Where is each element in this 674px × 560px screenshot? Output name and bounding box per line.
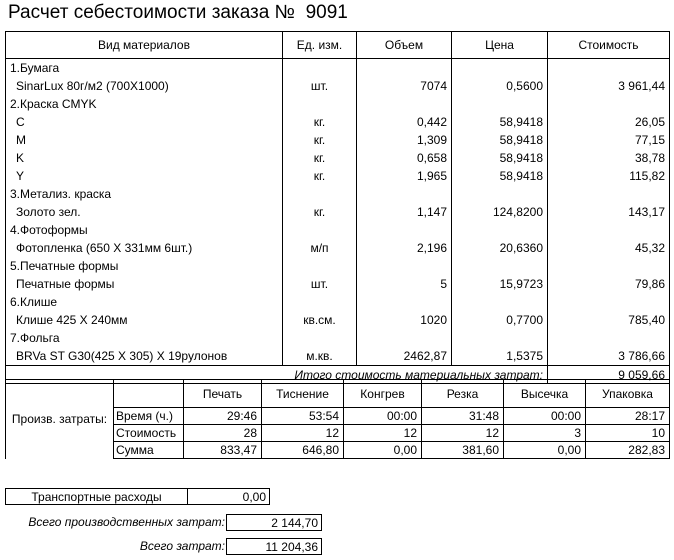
- material-price: 20,6360: [452, 239, 548, 257]
- material-price: 58,9418: [452, 167, 548, 185]
- production-value: 0,00: [504, 442, 586, 459]
- production-column-header: Конгрев: [344, 380, 422, 408]
- material-volume: [357, 293, 452, 311]
- material-cost: 77,15: [548, 131, 670, 149]
- production-value: 00:00: [344, 408, 422, 425]
- material-row: [6, 149, 670, 167]
- material-unit: [283, 221, 357, 239]
- material-volume: 7074: [357, 77, 452, 95]
- production-value: 833,47: [184, 442, 262, 459]
- material-row: [6, 113, 670, 131]
- order-number: 9091: [305, 2, 348, 23]
- production-value: 0,00: [344, 442, 422, 459]
- production-row-label: Стоимость: [114, 425, 184, 442]
- material-volume: [357, 95, 452, 113]
- material-row: [6, 167, 670, 185]
- material-group-row: [6, 329, 670, 347]
- material-row: [6, 311, 670, 329]
- material-price: [452, 221, 548, 239]
- material-price: [452, 329, 548, 347]
- material-price: 58,9418: [452, 113, 548, 131]
- material-cost: 26,05: [548, 113, 670, 131]
- material-cost: [548, 329, 670, 347]
- material-price: 1,5375: [452, 347, 548, 366]
- production-value: 28:17: [586, 408, 670, 425]
- material-volume: 5: [357, 275, 452, 293]
- material-name: BRVa ST G30(425 X 305) X 19рулонов: [6, 347, 283, 366]
- production-value: 28: [184, 425, 262, 442]
- material-name: Золото зел.: [6, 203, 283, 221]
- materials-table: [5, 31, 670, 384]
- material-group-row: [6, 221, 670, 239]
- material-row: [6, 77, 670, 95]
- material-group-row: [6, 257, 670, 275]
- material-name: C: [6, 113, 283, 131]
- material-cost: [548, 293, 670, 311]
- material-unit: кг.: [283, 131, 357, 149]
- production-value: 646,80: [262, 442, 344, 459]
- material-row: [6, 347, 670, 366]
- transport-label: Транспортные расходы: [5, 488, 188, 505]
- material-price: [452, 257, 548, 275]
- material-name: 7.Фольга: [6, 329, 283, 347]
- material-unit: [283, 59, 357, 78]
- material-name: K: [6, 149, 283, 167]
- material-cost: [548, 221, 670, 239]
- material-price: [452, 185, 548, 203]
- material-group-row: [6, 95, 670, 113]
- header-material: Вид материалов: [6, 32, 283, 59]
- material-volume: [357, 221, 452, 239]
- production-column-header: Тиснение: [262, 380, 344, 408]
- material-price: [452, 293, 548, 311]
- material-row: [6, 275, 670, 293]
- production-label: Произв. затраты:: [6, 380, 114, 459]
- material-name: SinarLux 80г/м2 (700X1000): [6, 77, 283, 95]
- production-header-row: [6, 380, 670, 408]
- material-volume: [357, 185, 452, 203]
- material-row: [6, 239, 670, 257]
- material-unit: [283, 329, 357, 347]
- material-volume: 1,965: [357, 167, 452, 185]
- material-unit: кг.: [283, 167, 357, 185]
- material-price: [452, 59, 548, 78]
- material-price: 58,9418: [452, 149, 548, 167]
- materials-total-label: Итого стоимость материальных затрат:: [6, 366, 548, 384]
- material-unit: [283, 95, 357, 113]
- materials-header-row: [6, 32, 670, 59]
- material-cost: 3 961,44: [548, 77, 670, 95]
- production-value: 10: [586, 425, 670, 442]
- production-row-label: Время (ч.): [114, 408, 184, 425]
- material-cost: 45,32: [548, 239, 670, 257]
- header-price: Цена: [452, 32, 548, 59]
- header-cost: Стоимость: [548, 32, 670, 59]
- material-price: 15,9723: [452, 275, 548, 293]
- material-volume: 1020: [357, 311, 452, 329]
- material-volume: [357, 59, 452, 78]
- production-column-header: Высечка: [504, 380, 586, 408]
- material-cost: 785,40: [548, 311, 670, 329]
- grand-total-value: 11 204,36: [226, 538, 322, 555]
- material-cost: [548, 257, 670, 275]
- production-value: 12: [262, 425, 344, 442]
- material-name: 3.Метализ. краска: [6, 185, 283, 203]
- material-volume: 1,309: [357, 131, 452, 149]
- material-cost: 38,78: [548, 149, 670, 167]
- production-value: 12: [422, 425, 504, 442]
- material-group-row: [6, 59, 670, 78]
- production-column-header: Печать: [184, 380, 262, 408]
- production-column-header: Упаковка: [586, 380, 670, 408]
- material-row: [6, 131, 670, 149]
- grand-total-label: Всего затрат:: [139, 539, 225, 553]
- production-column-header: Резка: [422, 380, 504, 408]
- material-volume: [357, 257, 452, 275]
- material-cost: 79,86: [548, 275, 670, 293]
- material-price: 124,8200: [452, 203, 548, 221]
- material-unit: шт.: [283, 275, 357, 293]
- material-cost: 3 786,66: [548, 347, 670, 366]
- production-corner-cell: [114, 380, 184, 408]
- transport-value: 0,00: [187, 488, 270, 505]
- material-row: [6, 203, 670, 221]
- header-unit: Ед. изм.: [283, 32, 357, 59]
- material-unit: м/п: [283, 239, 357, 257]
- material-volume: 0,442: [357, 113, 452, 131]
- material-volume: 1,147: [357, 203, 452, 221]
- material-volume: [357, 329, 452, 347]
- production-value: 31:48: [422, 408, 504, 425]
- production-table: [5, 379, 670, 459]
- material-unit: кв.см.: [283, 311, 357, 329]
- material-name: M: [6, 131, 283, 149]
- material-unit: [283, 293, 357, 311]
- production-total-value: 2 144,70: [226, 514, 322, 531]
- material-cost: [548, 59, 670, 78]
- material-unit: м.кв.: [283, 347, 357, 366]
- header-volume: Объем: [357, 32, 452, 59]
- material-unit: шт.: [283, 77, 357, 95]
- production-value: 29:46: [184, 408, 262, 425]
- material-name: Фотопленка (650 X 331мм 6шт.): [6, 239, 283, 257]
- material-price: 0,5600: [452, 77, 548, 95]
- material-price: 0,7700: [452, 311, 548, 329]
- material-unit: [283, 185, 357, 203]
- production-row-label: Сумма: [114, 442, 184, 459]
- production-total-label: Всего производственных затрат:: [28, 515, 225, 529]
- material-name: Y: [6, 167, 283, 185]
- material-unit: кг.: [283, 149, 357, 167]
- production-value: 12: [344, 425, 422, 442]
- material-name: 2.Краска CMYK: [6, 95, 283, 113]
- material-cost: 115,82: [548, 167, 670, 185]
- material-name: 6.Клише: [6, 293, 283, 311]
- production-value: 53:54: [262, 408, 344, 425]
- material-name: 5.Печатные формы: [6, 257, 283, 275]
- production-value: 282,83: [586, 442, 670, 459]
- material-price: [452, 95, 548, 113]
- production-value: 00:00: [504, 408, 586, 425]
- production-value: 381,60: [422, 442, 504, 459]
- material-name: 4.Фотоформы: [6, 221, 283, 239]
- material-cost: [548, 185, 670, 203]
- material-volume: 0,658: [357, 149, 452, 167]
- material-unit: кг.: [283, 203, 357, 221]
- material-price: 58,9418: [452, 131, 548, 149]
- material-unit: [283, 257, 357, 275]
- material-name: Печатные формы: [6, 275, 283, 293]
- material-volume: 2,196: [357, 239, 452, 257]
- material-volume: 2462,87: [357, 347, 452, 366]
- material-group-row: [6, 185, 670, 203]
- materials-total-value: 9 059,66: [548, 366, 670, 384]
- production-value: 3: [504, 425, 586, 442]
- material-group-row: [6, 293, 670, 311]
- material-name: Клише 425 X 240мм: [6, 311, 283, 329]
- material-cost: 143,17: [548, 203, 670, 221]
- material-cost: [548, 95, 670, 113]
- material-name: 1.Бумага: [6, 59, 283, 78]
- material-unit: кг.: [283, 113, 357, 131]
- page-title: Расчет себестоимости заказа № 9091: [8, 2, 348, 23]
